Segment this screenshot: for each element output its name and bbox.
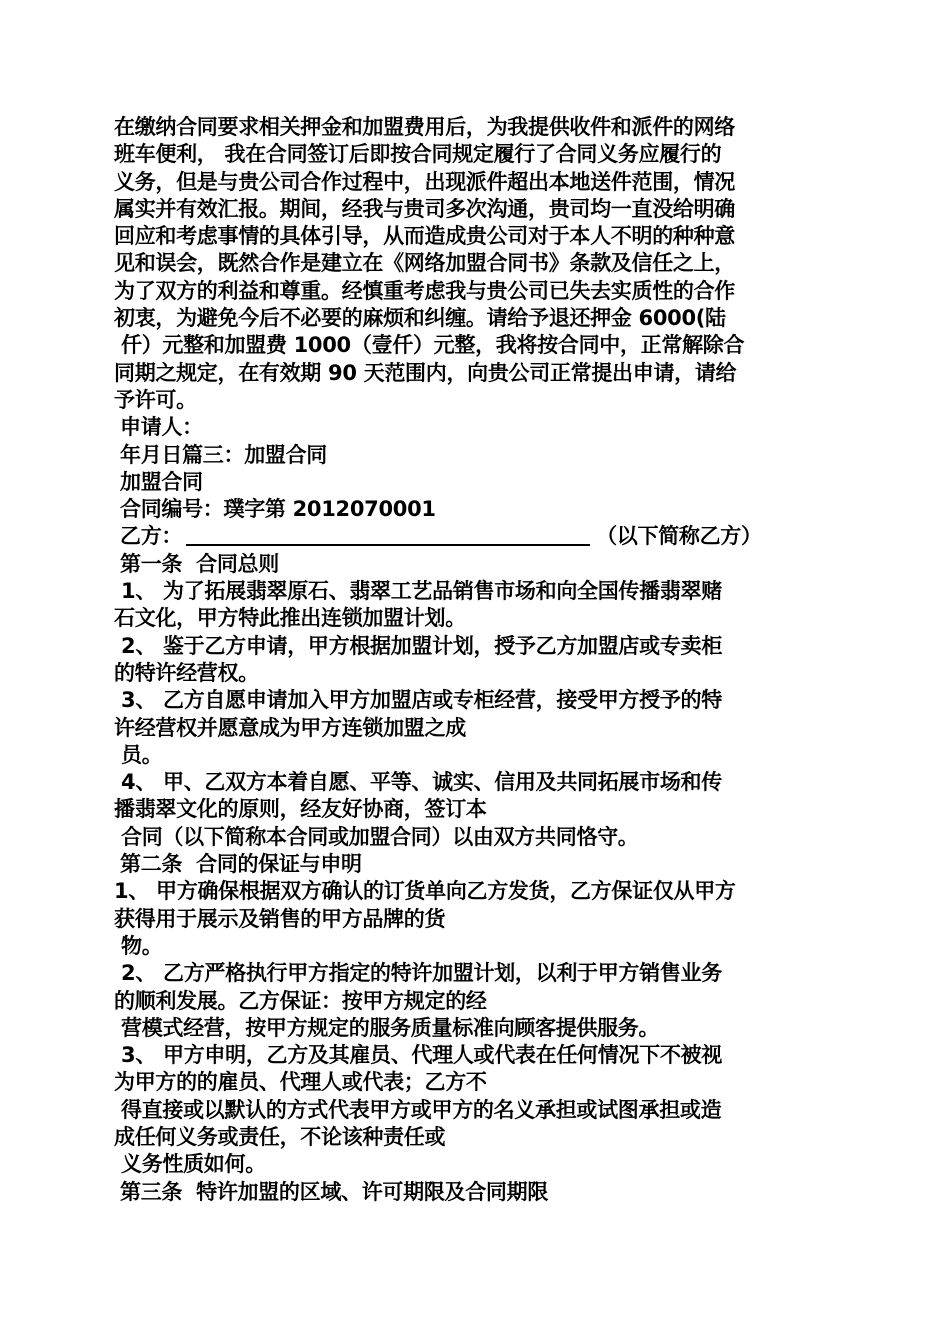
article2-line: 3、 甲方申明，乙方及其雇员、代理人或代表在任何情况下不被视 bbox=[114, 1043, 722, 1068]
article2-title: 第二条 合同的保证与申明 bbox=[120, 852, 362, 877]
party-b-blank bbox=[186, 524, 590, 546]
article2-line: 义务性质如何。 bbox=[114, 1152, 266, 1177]
article1-line: 的特许经营权。 bbox=[114, 660, 259, 685]
document-page bbox=[114, 114, 839, 1206]
paragraph-line: 班车便利， 我在合同签订后即按合同规定履行了合同义务应履行的 bbox=[114, 142, 722, 167]
article1-line: 1、 为了拓展翡翠原石、翡翠工艺品销售市场和向全国传播翡翠赌 bbox=[114, 579, 722, 604]
paragraph-line: 属实并有效汇报。期间，经我与贵司多次沟通，贵司均一直没给明确 bbox=[114, 196, 735, 221]
article1-line: 3、 乙方自愿申请加入甲方加盟店或专柜经营，接受甲方授予的特 bbox=[114, 688, 722, 713]
party-b-label: 乙方： bbox=[120, 524, 183, 549]
paragraph-line: 初衷，为避免今后不必要的麻烦和纠缠。请给予退还押金 6000(陆 bbox=[114, 306, 726, 331]
article2-line: 获得用于展示及销售的甲方品牌的货 bbox=[114, 906, 446, 931]
paragraph-line: 在缴纳合同要求相关押金和加盟费用后，为我提供收件和派件的网络 bbox=[114, 115, 735, 139]
article3-title: 第三条 特许加盟的区域、许可期限及合同期限 bbox=[120, 1179, 549, 1204]
article2-line: 营模式经营，按甲方规定的服务质量标准向顾客提供服务。 bbox=[114, 1015, 660, 1040]
article1-line: 4、 甲、乙双方本着自愿、平等、诚实、信用及共同拓展市场和传 bbox=[114, 770, 722, 795]
article1-line: 合同（以下简称本合同或加盟合同）以由双方共同恪守。 bbox=[114, 824, 639, 849]
article1-line: 2、 鉴于乙方申请，甲方根据加盟计划，授予乙方加盟店或专卖柜 bbox=[114, 633, 722, 658]
article1-line: 播翡翠文化的原则，经友好协商，签订本 bbox=[114, 797, 487, 822]
applicant-label: 申请人： bbox=[120, 415, 203, 440]
paragraph-line: 同期之规定，在有效期 90 天范围内，向贵公司正常提出申请，请给 bbox=[114, 360, 737, 385]
article1-line: 员。 bbox=[114, 742, 163, 767]
date-title: 年月日篇三：加盟合同 bbox=[120, 442, 327, 467]
article1-line: 石文化，甲方特此推出连锁加盟计划。 bbox=[114, 606, 466, 631]
paragraph-line: 回应和考虑事情的具体引导，从而造成贵公司对于本人不明的种种意 bbox=[114, 224, 735, 249]
article2-line: 成任何义务或责任，不论该种责任或 bbox=[114, 1124, 446, 1149]
paragraph-line: 仟）元整和加盟费 1000（壹仟）元整，我将按合同中，正常解除合 bbox=[114, 333, 745, 358]
article2-line: 物。 bbox=[114, 933, 163, 958]
article2-line: 得直接或以默认的方式代表甲方或甲方的名义承担或试图承担或造 bbox=[114, 1097, 722, 1122]
contract-title: 加盟合同 bbox=[120, 469, 203, 494]
paragraph-line: 予许可。 bbox=[114, 387, 197, 412]
paragraph-line: 见和误会，既然合作是建立在《网络加盟合同书》条款及信任之上， bbox=[114, 251, 735, 276]
paragraph-line: 为了双方的利益和尊重。经慎重考虑我与贵公司已失去实质性的合作 bbox=[114, 278, 735, 303]
article1-title: 第一条 合同总则 bbox=[120, 551, 279, 576]
paragraph-line: 义务，但是与贵公司合作过程中，出现派件超出本地送件范围，情况 bbox=[114, 169, 735, 194]
contract-number: 合同编号：璞字第 2012070001 bbox=[120, 497, 436, 522]
article2-line: 的顺利发展。乙方保证：按甲方规定的经 bbox=[114, 988, 487, 1013]
article2-line: 为甲方的的雇员、代理人或代表；乙方不 bbox=[114, 1070, 487, 1095]
party-b-line bbox=[114, 523, 839, 550]
article1-line: 许经营权并愿意成为甲方连锁加盟之成 bbox=[114, 715, 466, 740]
article2-line: 2、 乙方严格执行甲方指定的特许加盟计划，以利于甲方销售业务 bbox=[114, 961, 722, 986]
article2-line: 1、 甲方确保根据双方确认的订货单向乙方发货，乙方保证仅从甲方 bbox=[114, 879, 736, 904]
party-b-suffix: （以下简称乙方） bbox=[596, 524, 762, 549]
